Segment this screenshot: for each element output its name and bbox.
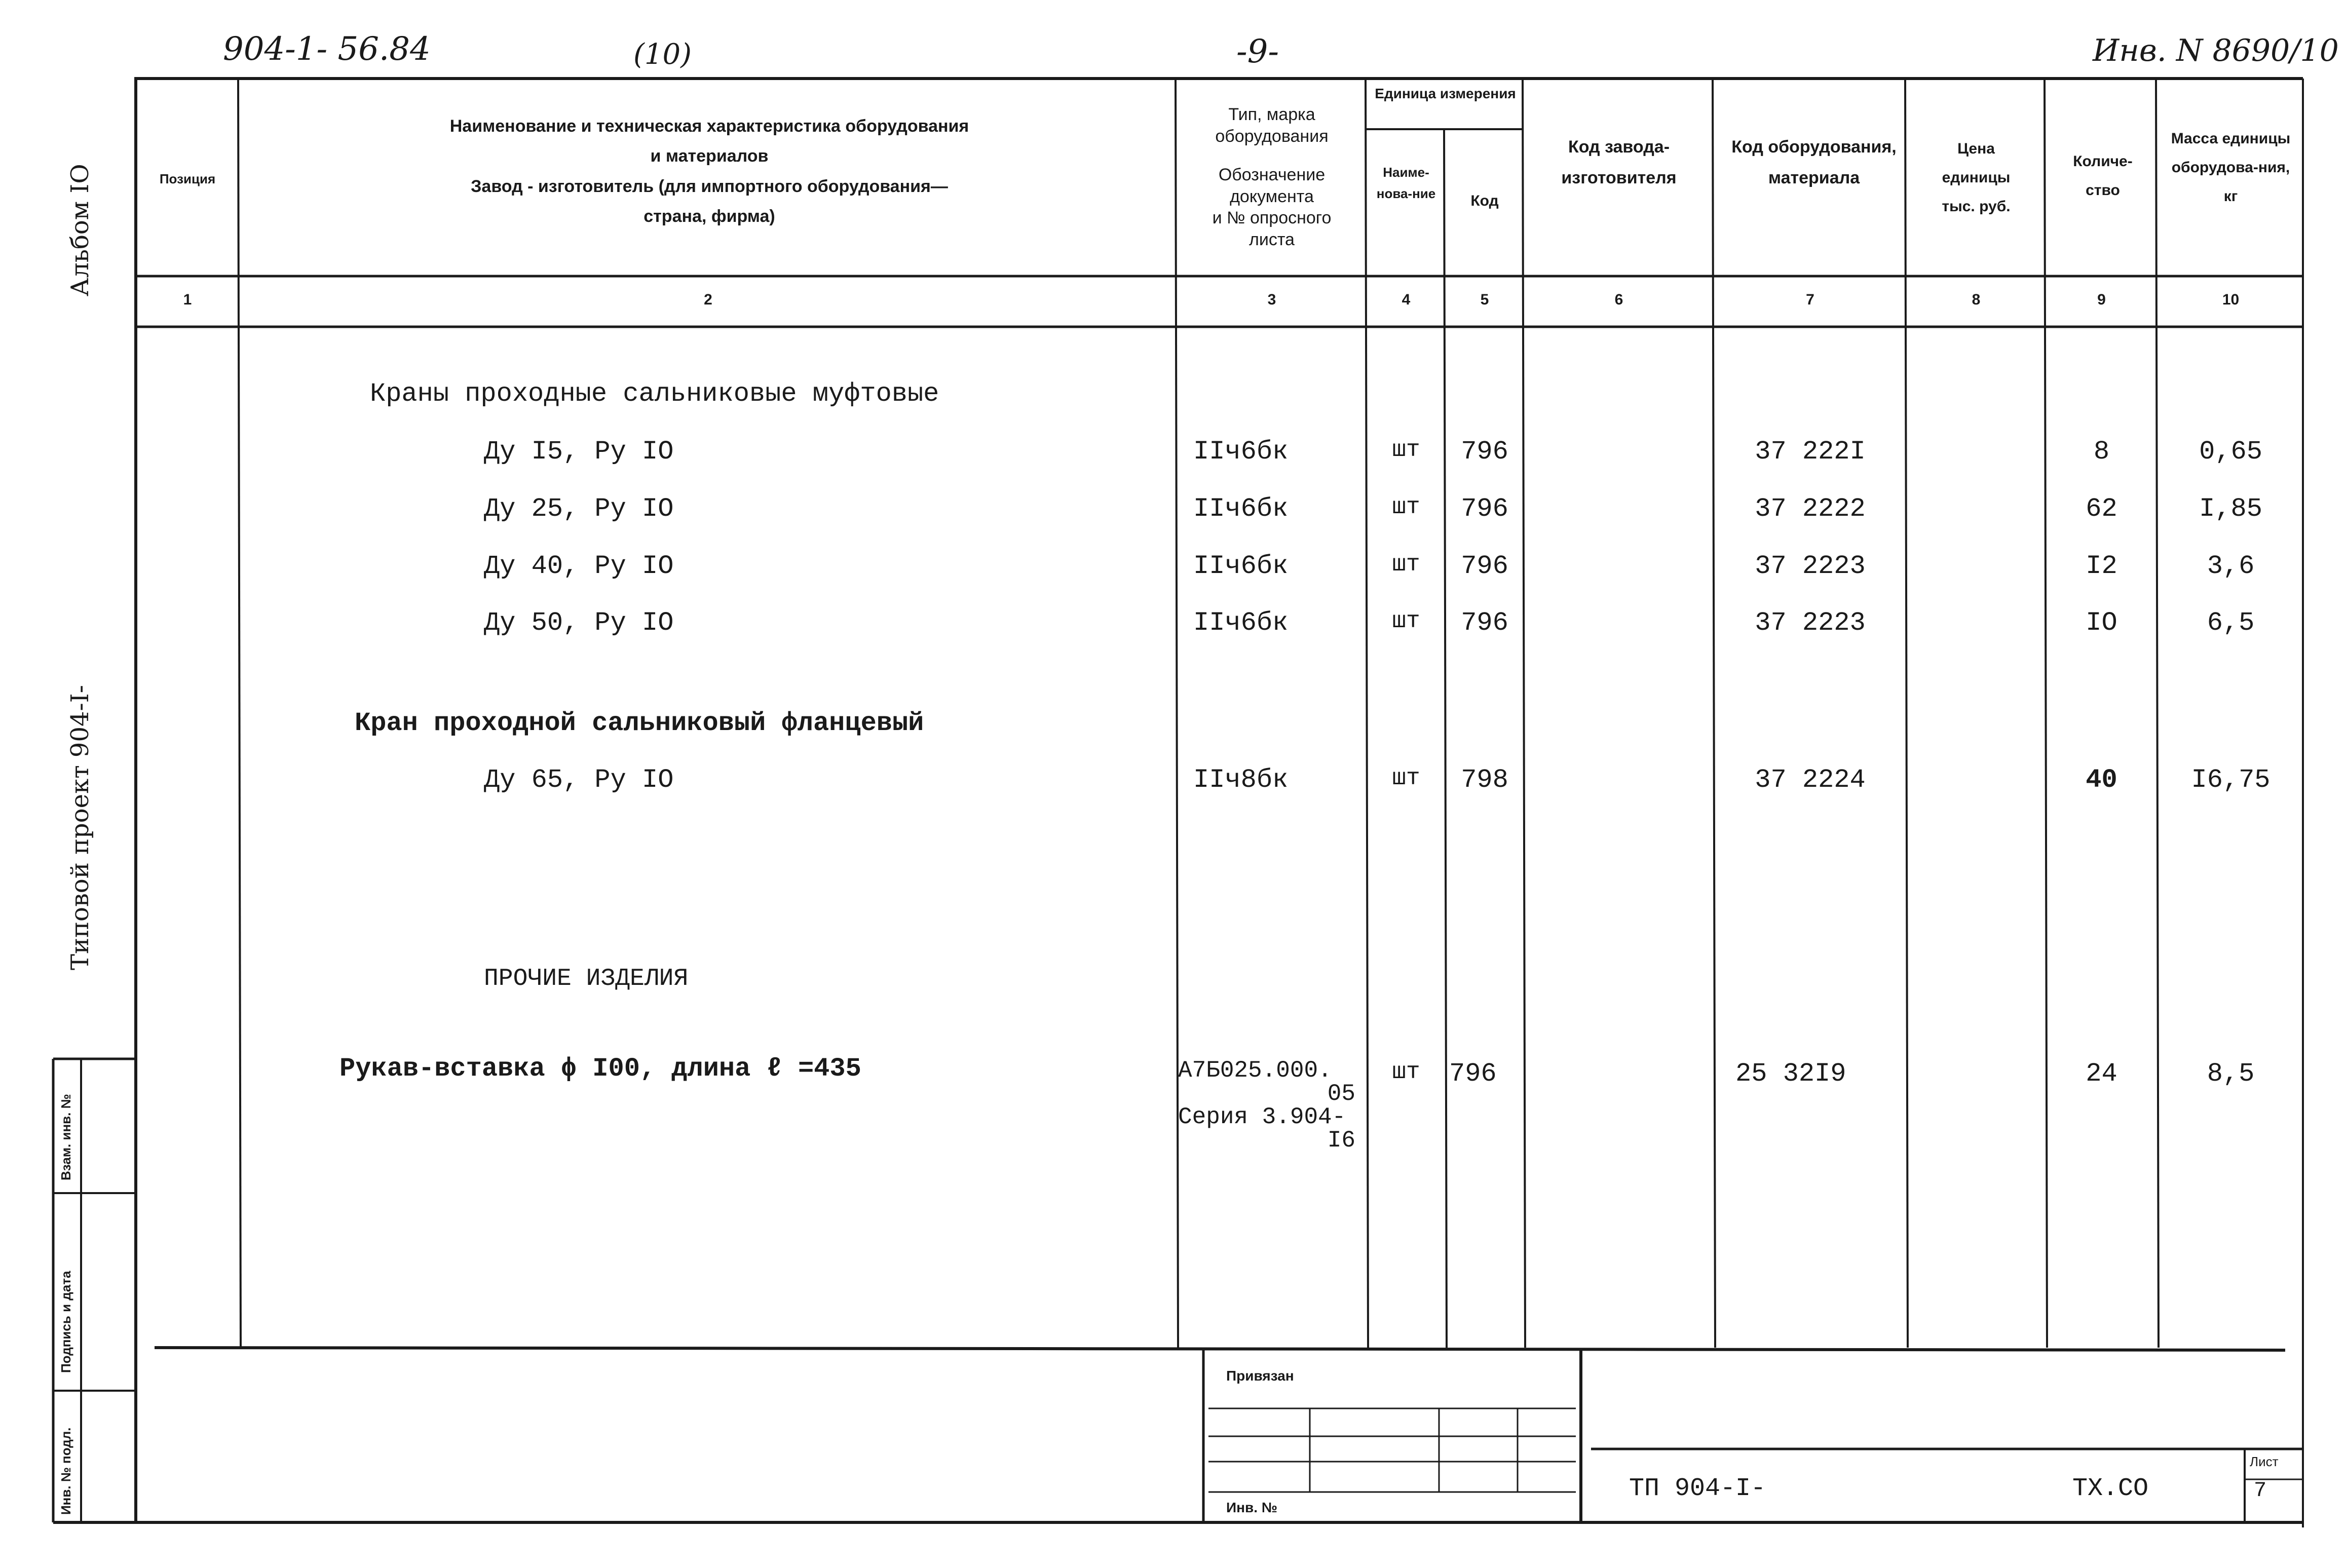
row-unit: шт (1392, 551, 1420, 578)
col-number: 4 (1402, 291, 1411, 308)
row-qty: 62 (2086, 494, 2117, 524)
row-name: Ду 25, Ру IO (484, 494, 674, 524)
row-name: Ду 65, Ру IO (484, 765, 674, 795)
col-type-header: Тип, марка оборудования Обозначение документа и № опросного листа (1212, 105, 1332, 249)
row-code: 37 2224 (1755, 765, 1866, 795)
col-quantity-header: Количе-ство (2073, 153, 2133, 199)
stamp-signature-date: Подпись и дата (58, 1271, 73, 1373)
row-name: Ду 40, Ру IO (484, 551, 674, 581)
col-number: 7 (1806, 291, 1814, 308)
inv-label: Инв. № (1226, 1500, 1278, 1515)
col-price-header: Цена единицы тыс. руб. (1942, 140, 2011, 215)
col-unit-code-header: Код (1470, 193, 1499, 209)
row-unit: шт (1392, 765, 1420, 791)
row-unit: шт (1392, 437, 1420, 463)
row-unit-code: 796 (1461, 437, 1508, 467)
inventory-number: Инв. N 8690/10 (2093, 33, 2339, 68)
row-type: IIч8бк (1193, 765, 1289, 795)
row-unit-code: 796 (1461, 494, 1508, 524)
col-number: 5 (1480, 291, 1489, 308)
row-code: 37 222I (1755, 437, 1866, 467)
row-unit-code: 796 (1461, 551, 1508, 581)
col-mass-header: Масса единицы оборудова-ния, кг (2171, 130, 2291, 205)
row-unit-code: 796 (1449, 1059, 1497, 1089)
col-material-code-header: Код оборудования, материала (1731, 137, 1897, 188)
sheet-number: 7 (2254, 1478, 2267, 1503)
col-number: 9 (2097, 291, 2106, 308)
row-unit: шт (1392, 1059, 1420, 1085)
stamp-original-inv: Инв. № подл. (58, 1427, 73, 1515)
row-mass: 8,5 (2207, 1059, 2255, 1089)
document-number: ТП 904-I- (1629, 1474, 1766, 1503)
row-type: IIч6бк (1193, 551, 1289, 581)
row-qty: IO (2086, 608, 2117, 638)
row-qty: I2 (2086, 551, 2117, 581)
row-mass: 6,5 (2207, 608, 2255, 638)
project-label: Типовой проект 904-I- (66, 685, 94, 970)
col-number: 10 (2222, 291, 2240, 308)
row-mass: 0,65 (2199, 437, 2262, 467)
row-mass: I,85 (2199, 494, 2262, 524)
album-label: Альбом IO (66, 164, 94, 296)
section-title: ПРОЧИЕ ИЗДЕЛИЯ (484, 965, 689, 992)
unit-group-header: Единица измерения (1375, 86, 1516, 101)
row-unit-code: 796 (1461, 608, 1508, 638)
col-number: 8 (1972, 291, 1981, 308)
row-name: Ду 50, Ру IO (484, 608, 674, 638)
row-name: Ду I5, Ру IO (484, 437, 674, 467)
section-title: Краны проходные сальниковые муфтовые (370, 379, 939, 409)
col-number: 2 (704, 291, 712, 308)
row-type: IIч6бк (1193, 437, 1289, 467)
page-marker: -9- (1236, 33, 1279, 70)
row-code: 25 32I9 (1735, 1059, 1846, 1089)
row-type-document: А7Б025.000. 05 Серия 3.904- I6 (1178, 1057, 1355, 1154)
row-unit: шт (1392, 494, 1420, 520)
row-code: 37 2223 (1755, 608, 1866, 638)
col-position-header: Позиция (159, 171, 216, 186)
row-unit-code: 798 (1461, 765, 1508, 795)
bound-label: Привязан (1226, 1368, 1294, 1384)
row-type: IIч6бк (1193, 608, 1289, 638)
col-maker-code-header: Код завода-изготовителя (1561, 137, 1677, 188)
row-qty: 40 (2086, 765, 2117, 795)
sheet-index: (10) (633, 38, 692, 71)
sheet-label: Лист (2250, 1454, 2279, 1469)
row-unit: шт (1392, 608, 1420, 634)
col-number: 1 (183, 291, 192, 308)
row-type: IIч6бк (1193, 494, 1289, 524)
section-title: Кран проходной сальниковый фланцевый (355, 708, 924, 738)
row-qty: 8 (2093, 437, 2110, 467)
row-mass: I6,75 (2191, 765, 2271, 795)
row-mass: 3,6 (2207, 551, 2255, 581)
row-code: 37 2223 (1755, 551, 1866, 581)
document-mark: ТХ.СО (2072, 1474, 2149, 1503)
row-qty: 24 (2086, 1059, 2117, 1089)
col-number: 6 (1614, 291, 1623, 308)
drawing-code: 904-1- 56.84 (223, 30, 431, 68)
row-code: 37 2222 (1755, 494, 1866, 524)
stamp-replaced-inv: Взам. инв. № (58, 1094, 73, 1180)
col-unit-name-header: Наиме-нова-ние (1376, 165, 1436, 201)
col-name-header: Наименование и техническая характеристика оборудования и материалов Завод - изготовитель (для импортного оборудования— страна, фирма) (449, 117, 969, 226)
row-name: Рукав-вставка ϕ I00, длина ℓ =435 (339, 1054, 861, 1084)
col-number: 3 (1267, 291, 1276, 308)
